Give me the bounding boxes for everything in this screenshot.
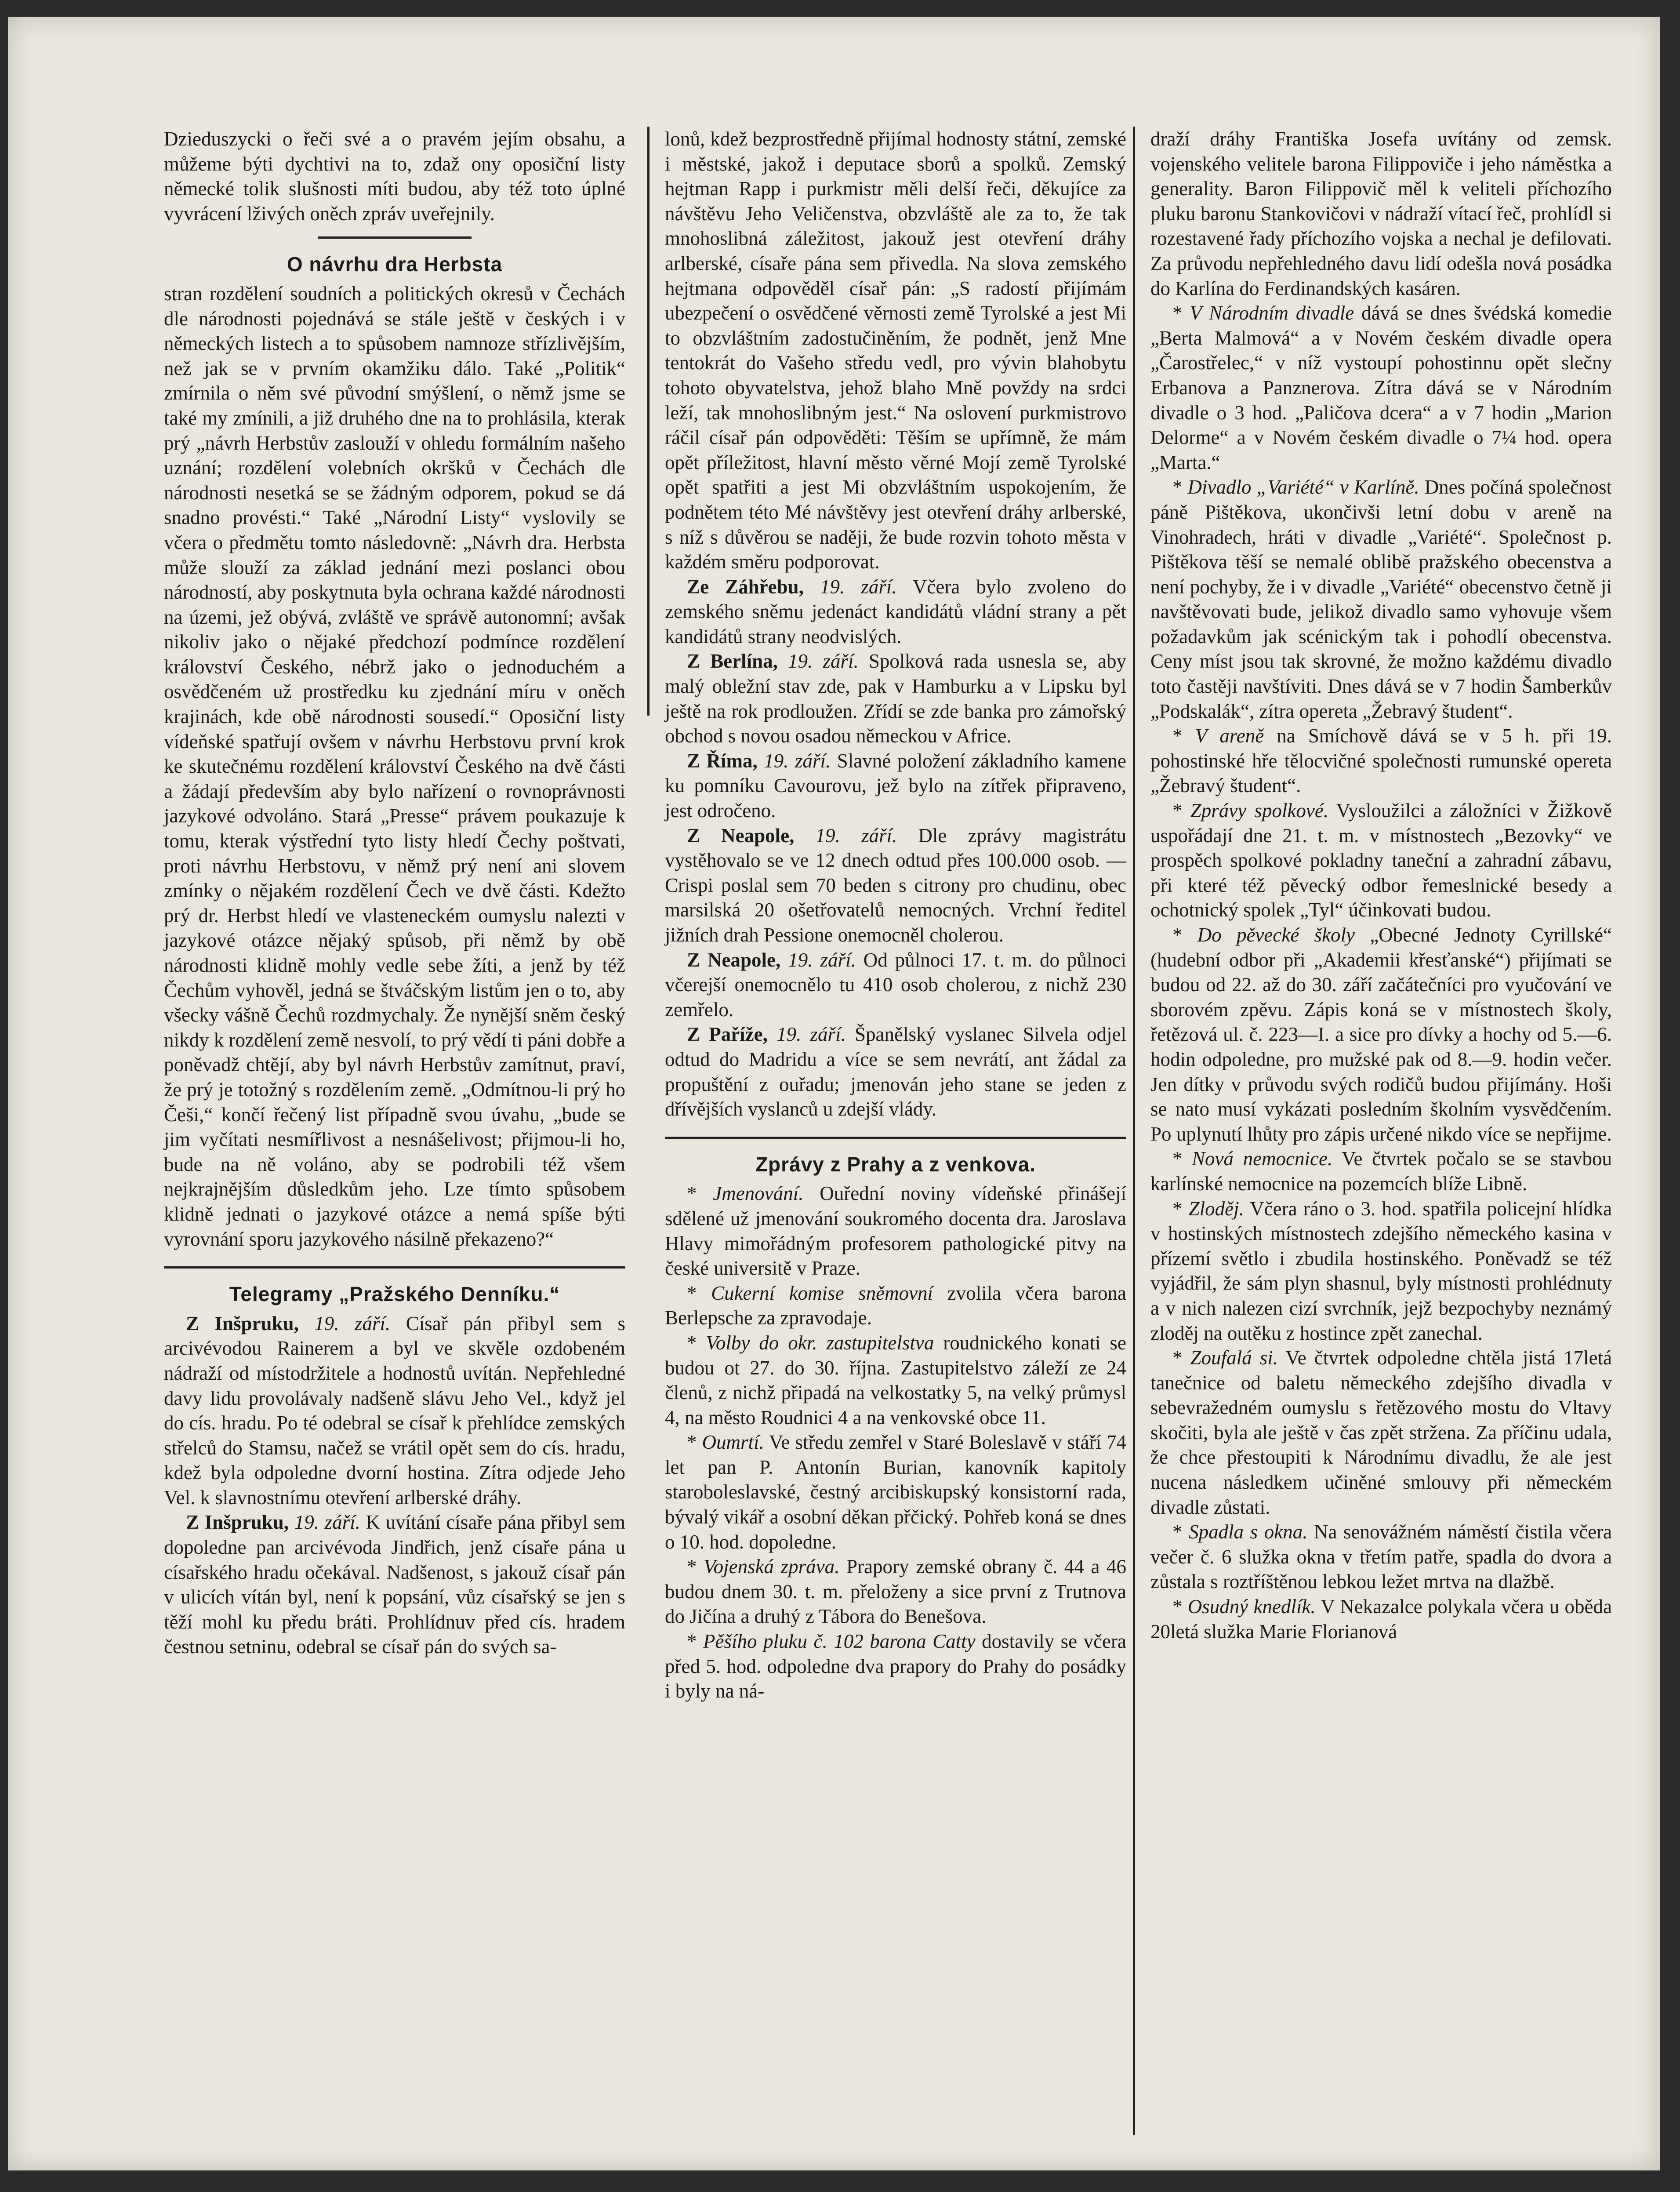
news-body: Dnes počíná společnost páně Pištěkova, ukončivši letní dobu v areně na Vinohradech, hráti v divadle „Variété“. Společnost p. Pištěkova těší se nemalé oblibě pražského obecenstva a není pochyby, že i v divadle „Variété“ obecenstvo četně ji navštěvovati bude, jelikož divadlo samo vyhovuje všem požadavkům jak scénickým tak i pohodlí obecenstva. Ceny míst jsou tak skrovné, že možno každému divadlo toto častěji navštíviti. Dnes dává se v 7 hodin Šamberkův „Podskalák“, zítra opereta „Žebravý študent“.	[1150, 476, 1612, 722]
news-subhead: Pěšího pluku č. 102 barona Catty	[703, 1630, 976, 1653]
news-subhead: Cukerní komise sněmovní	[711, 1282, 933, 1304]
telegram-continuation: lonů, kdež bezprostředně přijímal hodnosty státní, zemské i městské, jakož i deputace sborů a spolků. Zemský hejtman Rapp i purkmistr měli delší řeči, děkujíce za návštěvu Jeho Veličenstva, obzvláště ale za to, že tak mnohoslibná záležitost, jakouž jest otevření dráhy arlberské, císaře pána sem přivedla. Na slova zemského hejtmana odpověděl císař pán: „S radostí přijímám ubezpečení o osvědčené věrnosti země Tyrolské a jest Mi to obzvláštním zadostučiněním, že podnět, jenž Mne tentokrát do Vašeho středu vedl, pro vývin blahobytu tohoto obyvatelstva, jehož blaho Mně povždy na srdci leží, tak mnohoslibným jest.“ Na oslovení purkmistrovo ráčil císař pán odpověděti: Těším se upřímně, že mám opět příležitost, hlavní město věrné Mojí země Tyrolské opět spatřiti a jest Mi obzvláštním uspokojením, že podnětem této Mé návštěvy jest otevření dráhy arlberské, s níž s důvěrou se naději, že bude rozvin tohoto města v každém směru podporovat.	[665, 128, 1126, 573]
news-item: * V Národním divadle dává se dnes švédská komedie „Berta Malmová“ a v Novém českém divadle opera „Čarostřelec,“ v níž vystoupí pohostinnu opět slečny Erbanova a Panznerova. Zítra dává se v Národním divadle o 3 hod. „Paličova dcera“ a v 7 hodin „Marion Delorme“ a v Novém českém divadle o 7¼ hod. opera „Marta.“	[1150, 302, 1612, 473]
news-item: * Oumrtí. Ve středu zemřel v Staré Boleslavě v stáří 74 let pan P. Antonín Burian, kanovník kapitoly staroboleslavské, čestný arcibiskupský konsistorní rada, bývalý vikář a osobní děkan přčický. Pohřeb koná se dnes o 10. hod. dopoledne.	[665, 1431, 1126, 1553]
news-item: * Pěšího pluku č. 102 barona Catty dostavily se včera před 5. hod. odpoledne dva prapory do Prahy do posádky i byly na ná-	[665, 1630, 1126, 1702]
news-item: * Do pěvecké školy „Obecné Jednoty Cyrillské“ (hudební odbor při „Akademii křesťanské“) přijímati se budou od 22. až do 30. září začátečníci pro vyučování ve sborovém zpěvu. Zápis koná se v místnostech školy, řetězová ul. č. 223—I. a sice pro dívky a hochy od 5.—6. hodin odpoledne, pro mužské pak od 8.—9. hodin večer. Jen dítky v průvodu svých rodičů budou přijímány. Hoši se nato musí vykázati posledním školním vysvědčením. Po uplynutí lhůty pro zápis určené nikdo více se nepřijme.	[1150, 924, 1612, 1145]
column-2	[665, 127, 1126, 1704]
news-item: * Divadlo „Variété“ v Karlíně. Dnes počíná společnost páně Pištěkova, ukončivši letní dobu v areně na Vinohradech, hráti v divadle „Variété“. Společnost p. Pištěkova těší se nemalé oblibě pražského obecenstva a není pochyby, že i v divadle „Variété“ obecenstvo četně ji navštěvovati bude, jelikož divadlo samo vyhovuje všem požadavkům jak scénickým tak i pohodlí obecenstva. Ceny míst jsou tak skrovné, že možno každému divadlo toto častěji navštíviti. Dnes dává se v 7 hodin Šamberkův „Podskalák“, zítra opereta „Žebravý študent“.	[1150, 476, 1612, 722]
news-subhead: Jmenování.	[713, 1182, 804, 1205]
news-body: Ve čtvrtek odpoledne chtěla jistá 17letá tanečnice od baletu německého zdejšího divadla v sebevražedném oumyslu s řetězového mostu do Vltavy skočiti, byla ale ještě v čas zpět stržena. Za příčinu udala, že chce přestoupiti k Národnímu divadlu, že ale jest nucena následkem učiněné smlouvy při německém divadle zůstati.	[1150, 1347, 1612, 1518]
news-subhead: Zloděj.	[1188, 1197, 1244, 1220]
telegram-body: Slavné položení základního kamene ku pomníku Cavourovu, jež bylo na zítřek připraveno, jest odročeno.	[665, 749, 1127, 822]
news-subhead: Oumrtí.	[702, 1431, 764, 1454]
section-divider	[665, 1137, 1126, 1139]
news-subhead: Zoufalá si.	[1190, 1347, 1278, 1369]
telegram-item	[665, 948, 1126, 1022]
news-body: dává se dnes švédská komedie „Berta Malmová“ a v Novém českém divadle opera „Čarostřelec,“ v níž vystoupí pohostinnu opět slečny Erbanova a Panznerova. Zítra dává se v Národním divadle o 3 hod. „Paličova dcera“ a v 7 hodin „Marion Delorme“ a v Novém českém divadle o 7¼ hod. opera „Marta.“	[1150, 302, 1612, 473]
article-heading-herbst: O návrhu dra Herbsta	[287, 253, 503, 276]
news-subhead: Zprávy spolkové.	[1190, 800, 1329, 822]
telegram-item	[665, 574, 1126, 649]
news-item: * Osudný knedlík. V Nekazalce polykala včera u oběda 20letá služka Marie Florianová	[1150, 1596, 1612, 1643]
news-continuation: draží dráhy Františka Josefa uvítány od zemsk. vojenského velitele barona Filippoviče i jeho náměstka a generality. Baron Filippovič měl k veliteli příchozího pluku baronu Stankovičovi v nádraží vítací řeč, prohlídl si rozestavené řady příchozího vojska a nechal je defilovati. Za průvodu nepřehledného davu lidí odešla nová posádka do Karlína do Ferdinandských kasáren.	[1150, 128, 1612, 299]
news-body: Včera ráno o 3. hod. spatřila policejní hlídka v hostinských místnostech zdejšího německého kasina v přízemí světlo i zbudila hostinského. Poněvadž se též vyjádřil, že sám plyn shasnul, byly místnosti prohlédnuty a v nich nalezen cizí svrchník, jejž bezpochyby neznámý zloděj na outěku z hostince zpět zanechal.	[1150, 1197, 1612, 1344]
telegram-date: 19. září.	[314, 1312, 391, 1334]
section-heading-local-news: Zprávy z Prahy a z venkova.	[755, 1152, 1036, 1176]
telegram-date: 19. září.	[764, 749, 831, 772]
telegram-date: 19. září.	[788, 949, 856, 971]
telegram-place: Z Inšpruku,	[186, 1511, 289, 1534]
telegram-date: 19. září.	[815, 824, 897, 847]
news-item: * V areně na Smíchově dává se v 5 h. při 19. pohostinské hře tělocvičné společnosti rumunské opereta „Žebravý študent“.	[1150, 725, 1612, 797]
news-subhead: V areně	[1195, 725, 1264, 747]
telegram-item	[665, 823, 1126, 948]
telegram-item	[164, 1311, 625, 1510]
news-body: „Obecné Jednoty Cyrillské“ (hudební odbor při „Akademii křesťanské“) přijímati se budou od 22. až do 30. září začátečníci pro vyučování ve sborovém zpěvu. Zápis koná se v místnostech školy, řetězová ul. č. 223—I. a sice pro dívky a hochy od 5.—6. hodin odpoledne, pro mužské pak od 8.—9. hodin večer. Jen dítky v průvodu svých rodičů budou přijímány. Hoši se nato musí vykázati posledním školním vysvědčením. Po uplynutí lhůty pro zápis určené nikdo více se nepřijme.	[1150, 924, 1612, 1145]
telegram-item	[665, 1022, 1126, 1121]
news-item: * Jmenování. Ouřední noviny vídeňské přinášejí sdělené už jmenování soukromého docenta dra. Jaroslava Hlavy mimořádným profesorem pathologické pitvy na české universitě v Praze.	[665, 1182, 1127, 1280]
telegram-date: 19. září.	[820, 575, 897, 598]
news-subhead: Spadla s okna.	[1189, 1521, 1308, 1543]
telegram-place: Z Inšpruku,	[186, 1312, 299, 1334]
news-item: * Zoufalá si. Ve čtvrtek odpoledne chtěla jistá 17letá tanečnice od baletu německého zdejšího divadla v sebevražedném oumyslu s řetězového mostu do Vltavy skočiti, byla ale ještě v čas zpět stržena. Za příčinu udala, že chce přestoupiti k Národnímu divadlu, že ale jest nucena následkem učiněné smlouvy při německém divadle zůstati.	[1150, 1347, 1612, 1518]
news-body: na Smíchově dává se v 5 h. při 19. pohostinské hře tělocvičné společnosti rumunské opereta „Žebravý študent“.	[1150, 725, 1612, 797]
telegram-date: 19. září.	[294, 1511, 360, 1534]
telegram-body: Španělský vyslanec Silvela odjel odtud do Madridu a více se sem nevrátí, ant žádal za propuštění z ouřadu; jmenován jeho stane se jeden z dřívějších vyslanců u zdejší vlády.	[665, 1023, 1126, 1120]
news-subhead: Nová nemocnice.	[1192, 1148, 1333, 1170]
news-item: * Zprávy spolkové. Vysloužilci a záložníci v Žižkově uspořádají dne 21. t. m. v místnostech „Bezovky“ ve prospěch spolkové pokladny taneční a zahradní zábavu, při které též pěvecký odbor řemeslnické besedy a ochotnický spolek „Tyl“ účinkovati budou.	[1150, 800, 1612, 921]
news-item: * Vojenská zpráva. Prapory zemské obrany č. 44 a 46 budou dnem 30. t. m. přeloženy a sice první z Trutnova do Jičína a druhý z Tábora do Benešova.	[665, 1556, 1127, 1628]
news-body: Ve středu zemřel v Staré Boleslavě v stáří 74 let pan P. Antonín Burian, kanovník kapitoly staroboleslavské, čestný arcibiskupský konsistorní rada, bývalý vikář a osobní děkan přčický. Pohřeb koná se dnes o 10. hod. dopoledne.	[665, 1431, 1126, 1553]
news-body: Ve čtvrtek počalo se se stavbou karlínské nemocnice na pozemcích blíže Libně.	[1150, 1148, 1612, 1195]
telegram-body: Dle zprávy magistrátu vystěhovalo se ve 12 dnech odtud přes 100.000 osob. — Crispi poslal sem 70 beden s citrony pro chudinu, obec marsilská 20 ošetřovatelů nemocných. Vrchní ředitel jižních drah Pessione onemocněl cholerou.	[665, 824, 1127, 946]
telegram-item	[665, 749, 1126, 823]
news-item: * Nová nemocnice. Ve čtvrtek počalo se se stavbou karlínské nemocnice na pozemcích blíže Libně.	[1150, 1148, 1612, 1195]
news-item: * Spadla s okna. Na senovážném náměstí čistila včera večer č. 6 služka okna v třetím patře, spadla do dvora a zůstala s roztříštěnou lebkou ležet mrtva na dlažbě.	[1150, 1521, 1612, 1593]
news-item: * Zloděj. Včera ráno o 3. hod. spatřila policejní hlídka v hostinských místnostech zdejšího německého kasina v přízemí světlo i zbudila hostinského. Poněvadž se též vyjádřil, že sám plyn shasnul, byly místnosti prohlédnuty a v nich nalezen cizí svrchník, jejž bezpochyby neznámý zloděj na outěku z hostince zpět zanechal.	[1150, 1197, 1612, 1344]
article-continuation: Dzieduszycki o řeči své a o pravém jejím obsahu, a můžeme býti dychtivi na to, zdaž ony oposiční listy německé tolik slušnosti míti budou, aby též toto úplné vyvrácení lživých oněch zpráv uveřejnily.	[164, 128, 625, 225]
telegram-place: Z Neapole,	[687, 824, 795, 847]
news-item: * Cukerní komise sněmovní zvolila včera barona Berlepsche za zpravodaje.	[665, 1282, 1127, 1329]
telegram-body: Od půlnoci 17. t. m. do půlnoci včerejší onemocnělo tu 410 osob cholerou, z nichž 230 zemřelo.	[665, 949, 1126, 1021]
news-subhead: Divadlo „Variété“ v Karlíně.	[1187, 476, 1419, 498]
news-subhead: V Národním divadle	[1190, 302, 1354, 324]
news-body: roudnického konati se budou ot 27. do 30. října. Zastupitelstvo záleží ze 24 členů, z nichž připadá na velkostatky 5, na velký průmysl 4, na město Roudnici 4 a na venkovské obce 11.	[665, 1331, 1127, 1429]
news-body: Na senovážném náměstí čistila včera večer č. 6 služka okna v třetím patře, spadla do dvora a zůstala s roztříštěnou lebkou ležet mrtva na dlažbě.	[1150, 1521, 1612, 1593]
news-subhead: Volby do okr. zastupitelstva	[706, 1331, 934, 1354]
article-body-herbst: stran rozdělení soudních a politických okresů v Čechách dle národnosti pojednává se stále ještě v českých i v německých listech a to spůsobem namnoze střízlivějším, než jak se v prvním okamžiku dálo. Také „Politik“ zmírnila o něm své původní smýšlení, o němž jsme se také my zmínili, a již druhého dne na to prohlásila, kterak prý „návrh Herbstův zaslouží v ohledu formálním našeho uznání; rozdělení volebních okršků v Čechách dle národnosti nesetká se se žádným odporem, pokud se dá snadno provésti.“ Také „Národní Listy“ vyslovily se včera o předmětu tomto následovně: „Návrh dra. Herbsta může slouží za základ jednání mezi poslanci obou národností, aby poskytnuta byla ochrana každé národnosti na územi, jež obývá, zvláště ve správě autonomní; avšak nikoliv jako o nějaké předchozí podmínce rozdělení království Českého, nébrž jako o jednoduchém a osvědčeném už prostředku ku zjednání míru v oněch krajinách, kde obě národnosti sousedí.“ Oposiční listy vídeňské spatřují ovšem v návrhu Herbstovu první krok ke skutečnému rozdělení království Českého na dvě části a žádají především aby bylo nařízení o rovnoprávnosti jazykové odvoláno. Stará „Presse“ právem poukazuje k tomu, kterak výstřední tyto listy hledí Čechy poštvati, proti návrhu Herbstovu, v němž prý není ani slovem zmínky o nějakém rozdělení Čech ve dvě části. Kdežto prý dr. Herbst hledí ve vlasteneckém oumyslu nalezti v jazykové otázce nějaký spůsob, při němž by obě národnosti klidně mohly vedle sebe žíti, a jenž by též Čechům vyhověl, jedná se štváčským listům jen o to, aby všecky vášně Čechů rozdmychaly. Že nynější sněm český nikdy k rozdělení země nesvolí, to prý vědí ti páni dobře a poněvadž chtějí, aby byl návrh Herbstův zamítnut, praví, že prý je totožný s rozdělením země. „Odmítnou-li prý ho Češi,“ končí řečený list případně svou úvahu, „bude se jim vyčítati nesmířlivost a nesnášelivost; přijmou-li ho, bude na ně voláno, aby se podrobili též všem nejkrajnějším důsledkům jeho. Lze tímto spůsobem klidně jednati o jazykové otázce a nemá spíše býti vyrovnání sporu jazykového násilně překazeno?“	[164, 282, 625, 1250]
telegram-place: Z Neapole,	[687, 949, 781, 971]
news-body: Ouřední noviny vídeňské přinášejí sdělené už jmenování soukromého docenta dra. Jaroslava Hlavy mimořádným profesorem pathologické pitvy na české universitě v Praze.	[665, 1182, 1127, 1280]
newspaper-page	[8, 17, 1660, 2170]
news-item: * Volby do okr. zastupitelstva roudnického konati se budou ot 27. do 30. října. Zastupitelstvo záleží ze 24 členů, z nichž připadá na velkostatky 5, na velký průmysl 4, na město Roudnici 4 a na venkovské obce 11.	[665, 1331, 1127, 1429]
telegram-body: Spolková rada usnesla se, aby malý obležní stav zde, pak v Hamburku a v Lipsku byl ještě na rok prodloužen. Zřídí se zde banka pro zámořský obchod s novou osadou německou v Africe.	[665, 650, 1127, 747]
column-1	[164, 127, 625, 1659]
news-body: V Nekazalce polykala včera u oběda 20letá služka Marie Florianová	[1150, 1596, 1612, 1643]
column-rule	[1133, 127, 1135, 2135]
news-body: dostavily se včera před 5. hod. odpoledne dva prapory do Prahy do posádky i byly na ná-	[665, 1630, 1126, 1702]
telegram-place: Z Říma,	[687, 749, 758, 772]
telegram-body: Císař pán přibyl sem s arcivévodou Rainerem a byl ve skvěle ozdobeném nádraží od místodržitele a hodnostů uvítán. Nepřehledné davy lidu provolávaly nadšeně slávu Jeho Vel., když jel do cís. hradu. Po té odebral se císař k přehlídce zemských střelců do Stamsu, načež se vrátil opět sem do cís. hradu, kdež byla odpoledne dvorní hostina. Zítra odjede Jeho Vel. k slavnostnímu otevření arlberské dráhy.	[164, 1312, 626, 1509]
news-subhead: Vojenská zpráva.	[704, 1556, 840, 1578]
telegram-date: 19. září.	[777, 1023, 846, 1046]
telegram-item	[665, 649, 1126, 748]
column-rule	[647, 127, 650, 716]
section-heading-telegrams: Telegramy „Pražského Denníku.“	[229, 1283, 560, 1306]
telegram-body: K uvítání císaře pána přibyl sem dopoledne pan arcivévoda Jindřich, jenž císaře pána u císařského hradu očekával. Nadšenost, s jakouž císař pán v ulicích vítán byl, není k popsání, vůz císařský se jen s těží mohl ku předu bráti. Prohlídnuv před cís. hradem čestnou setninu, odebral se císař pán do svých sa-	[164, 1511, 626, 1658]
news-subhead: Osudný knedlík.	[1187, 1596, 1316, 1618]
telegram-place: Z Berlína,	[687, 650, 778, 673]
section-divider	[318, 236, 472, 239]
section-divider	[164, 1266, 625, 1269]
telegram-date: 19. září.	[788, 650, 859, 673]
news-body: zvolila včera barona Berlepsche za zpravodaje.	[665, 1282, 1127, 1329]
news-body: Vysloužilci a záložníci v Žižkově uspořádají dne 21. t. m. v místnostech „Bezovky“ ve prospěch spolkové pokladny taneční a zahradní zábavu, při které též pěvecký odbor řemeslnické besedy a ochotnický spolek „Tyl“ účinkovati budou.	[1150, 800, 1612, 921]
telegram-item	[164, 1510, 625, 1659]
column-3	[1150, 127, 1612, 1644]
telegram-place: Ze Záhřebu,	[687, 575, 804, 598]
news-subhead: Do pěvecké školy	[1197, 924, 1355, 946]
news-body: Prapory zemské obrany č. 44 a 46 budou dnem 30. t. m. přeloženy a sice první z Trutnova do Jičína a druhý z Tábora do Benešova.	[665, 1556, 1127, 1628]
telegram-place: Z Paříže,	[687, 1023, 768, 1046]
telegram-body: Včera bylo zvoleno do zemského sněmu jedenáct kandidátů vládní strany a pět kandidátů strany neodvislých.	[665, 575, 1127, 647]
